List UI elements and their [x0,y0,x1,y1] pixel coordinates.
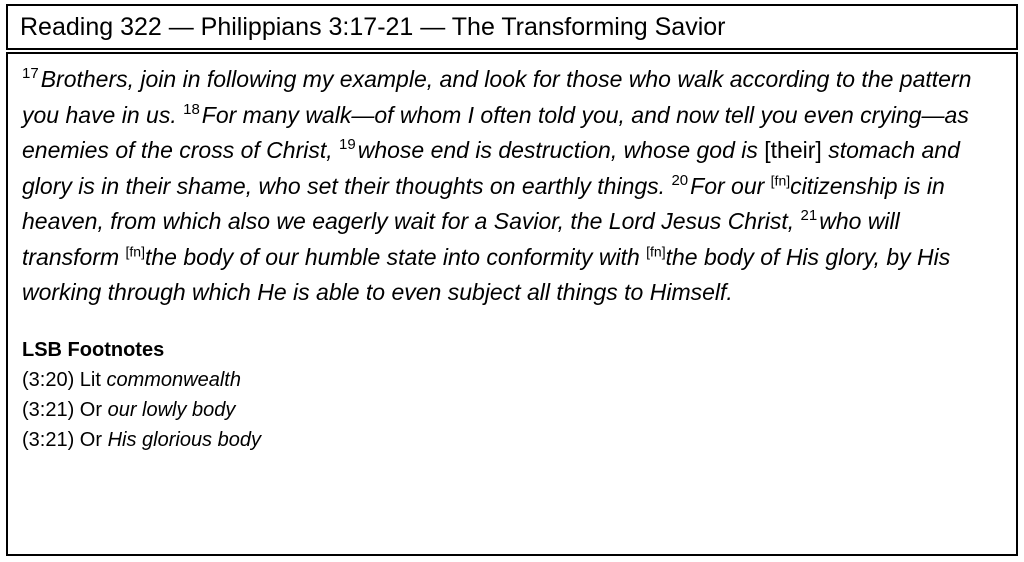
reading-title-bar [6,4,1018,50]
verse-number-19: 19 [339,136,356,154]
footnote-marker-21-1: [fn] [125,242,145,259]
footnote-gloss-3: His glorious body [107,428,261,451]
footnote-gloss-2: our lowly body [107,398,236,421]
verse-19-bracket-insert: [their] [764,137,822,163]
footnote-ref-1: (3:20) Lit [22,368,107,391]
verse-number-18: 18 [183,100,200,118]
footnote-item-3 [22,425,1002,455]
footnotes-heading: LSB Footnotes [22,338,165,361]
verse-number-17: 17 [22,65,39,83]
footnote-ref-3: (3:21) Or [22,428,108,451]
verse-text-19-a: whose end is destruction, whose god is [357,137,758,163]
verse-text-17: Brothers, join in following my example, and look for those who walk according to the pattern you have in us. [22,66,972,128]
verse-number-20: 20 [671,171,689,189]
page-title: Reading 322 — Philippians 3:17-21 — The Transforming Savior [20,13,726,41]
scripture-body-panel [6,52,1018,556]
verse-text-20-b: citizenship is in heaven, from which also we eagerly wait for a Savior, the Lord Jesus Christ, [22,172,945,234]
verse-text-21-a: who will transform [22,208,900,270]
verse-text-20-a: For our [690,172,765,199]
verse-number-21: 21 [800,207,818,225]
footnote-marker-21-2: [fn] [646,242,666,259]
footnote-item-2 [22,395,1002,425]
footnote-ref-2: (3:21) Or [22,398,108,421]
footnote-gloss-1: commonwealth [106,368,241,391]
scripture-passage [22,62,1002,311]
verse-text-18: For many walk—of whom I often told you, and now tell you even crying—as enemies of the cross of Christ, [22,101,969,163]
footnote-item-1 [22,365,1002,395]
footnotes-section [22,337,1002,455]
verse-text-19-b: stomach and glory is in their shame, who set their thoughts on earthly things. [22,137,960,199]
verse-text-21-c: the body of His glory, by His working through which He is able to even subject all things to Himself. [22,243,951,305]
footnote-marker-20: [fn] [770,171,791,188]
verse-text-21-b: the body of our humble state into conformity with [145,243,640,270]
